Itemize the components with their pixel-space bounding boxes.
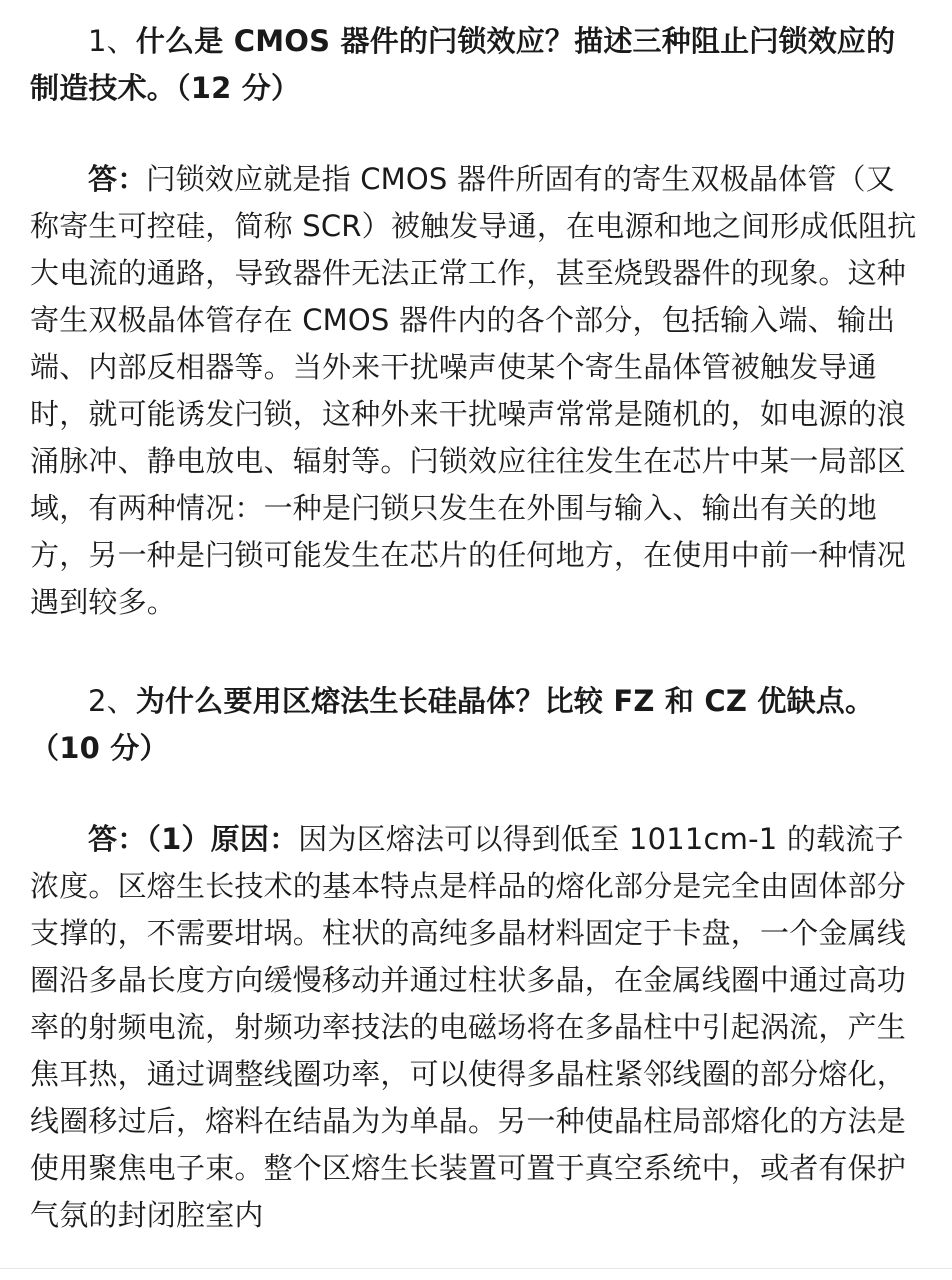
question-1-text: 什么是 CMOS 器件的闩锁效应？描述三种阻止闩锁效应的制造技术。（12 分） xyxy=(30,24,896,105)
question-1 xyxy=(30,18,922,112)
answer-1-label: 答： xyxy=(88,162,147,196)
answer-2 xyxy=(30,816,922,1239)
answer-1-text: 闩锁效应就是指 CMOS 器件所固有的寄生双极晶体管（又称寄生可控硅，简称 SCR）被触发导通，在电源和地之间形成低阻抗大电流的通路，导致器件无法正常工作，甚至烧毁器件的现象。这种寄生双极晶体管存在 CMOS 器件内的各个部分，包括输入端、输出端、内部反相器等。当外来干扰噪声使某个寄生晶体管被触发导通时，就可能诱发闩锁，这种外来干扰噪声常常是随机的，如电源的浪涌脉冲、静电放电、辐射等。闩锁效应往往发生在芯片中某一局部区域，有两种情况：一种是闩锁只发生在外围与输入、输出有关的地方，另一种是闩锁可能发生在芯片的任何地方，在使用中前一种情况遇到较多。 xyxy=(30,162,917,619)
answer-1 xyxy=(30,156,922,626)
page-bottom-divider xyxy=(0,1268,952,1269)
answer-2-text: 因为区熔法可以得到低至 1011cm-1 的载流子浓度。区熔生长技术的基本特点是样品的熔化部分是完全由固体部分支撑的，不需要坩埚。柱状的高纯多晶材料固定于卡盘，一个金属线圈沿多晶长度方向缓慢移动并通过柱状多晶，在金属线圈中通过高功率的射频电流，射频功率技法的电磁场将在多晶柱中引起涡流，产生焦耳热，通过调整线圈功率，可以使得多晶柱紧邻线圈的部分熔化，线圈移过后，熔料在结晶为为单晶。另一种使晶柱局部熔化的方法是使用聚焦电子束。整个区熔生长装置可置于真空系统中，或者有保护气氛的封闭腔室内 xyxy=(30,822,907,1232)
question-1-number: 1、 xyxy=(88,24,136,58)
question-2 xyxy=(30,678,922,772)
question-2-text: 为什么要用区熔法生长硅晶体？比较 FZ 和 CZ 优缺点。（10 分） xyxy=(30,684,875,765)
answer-2-sublabel: （1）原因： xyxy=(146,822,299,856)
answer-2-label: 答： xyxy=(88,822,147,856)
question-2-number: 2、 xyxy=(88,684,136,718)
